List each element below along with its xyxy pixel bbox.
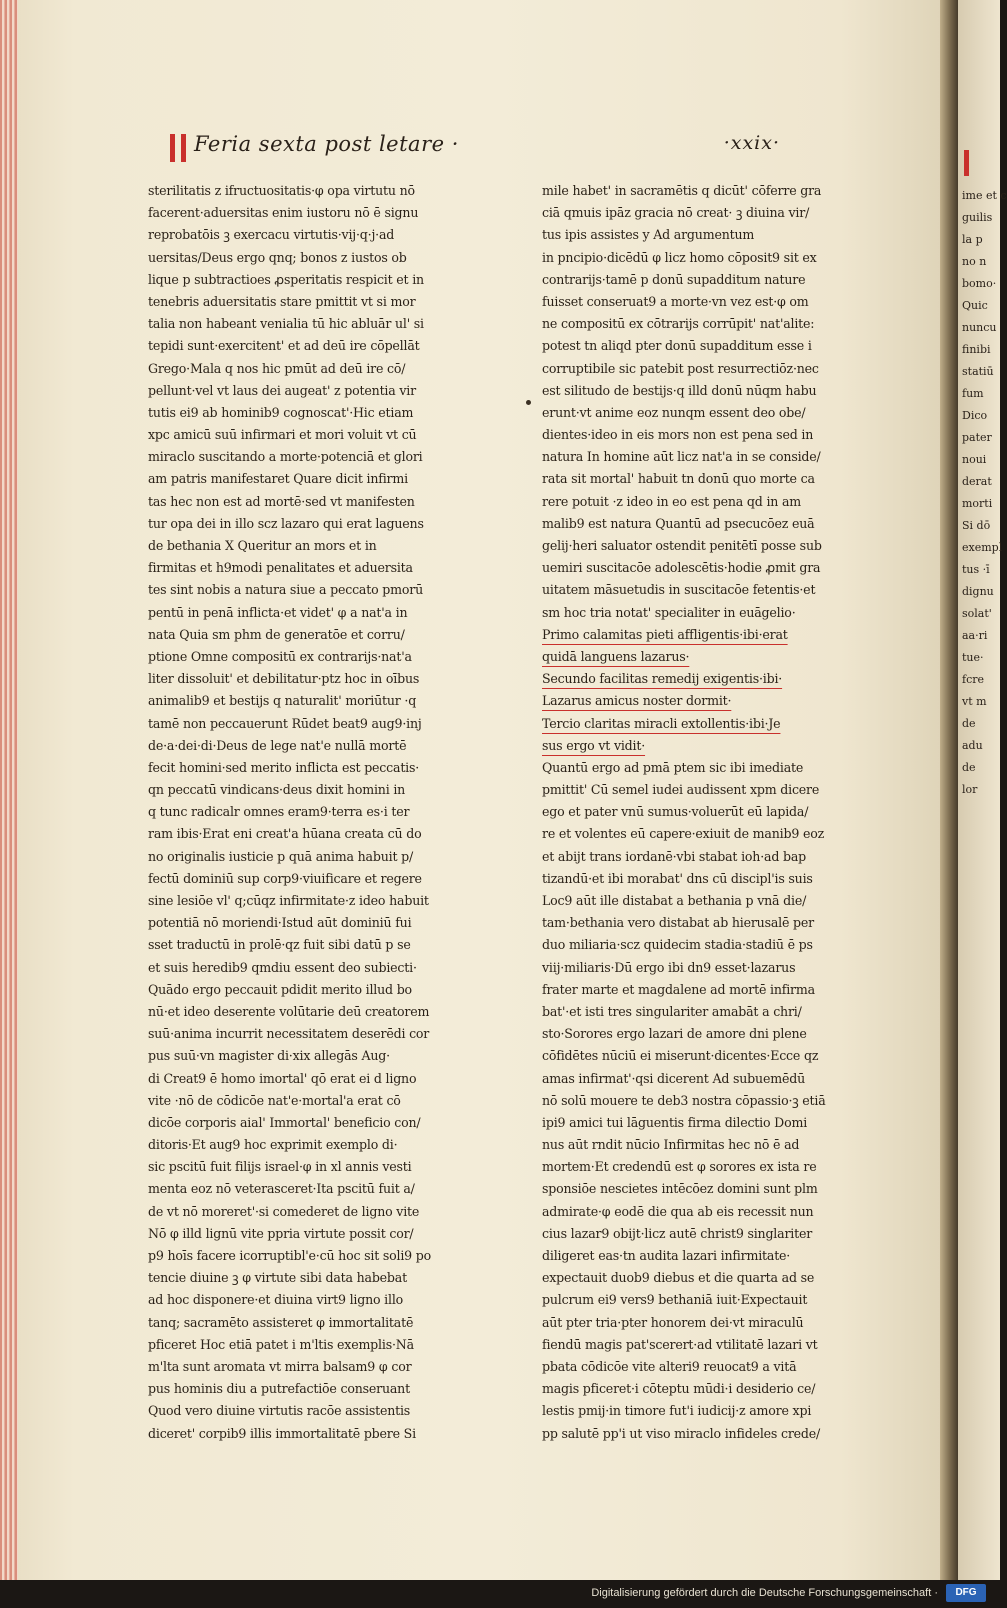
text-line: animalib9 et bestijs q naturalit' moriūtur ·q bbox=[148, 693, 417, 709]
text-line: cōfidētes nūciū ei miserunt·dicentes·Ecce qz bbox=[542, 1048, 819, 1064]
text-line: pmittit' Cū semel iudei audissent xpm dicere bbox=[542, 782, 820, 798]
text-line: et suis heredib9 qmdiu essent deo subiecti· bbox=[148, 959, 417, 975]
text-line: sm hoc tria notat' specialiter in euāgelio· bbox=[542, 604, 796, 620]
running-title: Feria sexta post letare · bbox=[194, 132, 459, 156]
text-line: quidā languens lazarus· bbox=[542, 648, 690, 664]
text-line: Tercio claritas miracli extollentis·ibi·Je bbox=[542, 715, 781, 731]
text-line: re et volentes eū capere·exiuit de manib9 eoz bbox=[542, 826, 825, 842]
text-line: rata sit mortal' habuit tn donū quo morte ca bbox=[542, 471, 815, 487]
text-line: sine lesiōe vl' q;cūqz infirmitate·z ideo habuit bbox=[148, 893, 429, 908]
text-line: vite ·nō de cōdicōe nat'e·mortal'a erat cō bbox=[148, 1092, 401, 1108]
text-line: pellunt·vel vt laus dei augeat' z potentia vir bbox=[148, 382, 416, 398]
text-line: contrarijs·tamē p donū supadditum nature bbox=[542, 271, 806, 287]
text-line: tenebris aduersitatis stare pmittit vt si mor bbox=[148, 293, 416, 309]
page-header bbox=[170, 130, 780, 164]
text-line: firmitas et h9modi penalitates et aduersita bbox=[148, 560, 413, 576]
folio-number: ·xxix· bbox=[723, 132, 780, 154]
text-line: duo miliaria·scz quidecim stadia·stadiū ē ps bbox=[542, 937, 813, 953]
text-line: ipi9 amici tui lāguentis firma dilectio Domi bbox=[542, 1114, 808, 1130]
dfg-logo: DFG bbox=[946, 1584, 986, 1602]
text-line: di Creat9 ē homo imortal' qō erat ei d ligno bbox=[148, 1070, 417, 1086]
text-line: aūt pter tria·pter honorem dei·vt miraculū bbox=[542, 1314, 804, 1330]
text-line: dientes·ideo in eis mors non est pena sed in bbox=[542, 427, 814, 443]
text-line: potest tn aliqd pter donū supadditum esse i bbox=[542, 338, 812, 354]
next-page-edge bbox=[958, 0, 1007, 1580]
text-line: Quādo ergo peccauit pdidit merito illud bo bbox=[148, 981, 412, 997]
text-line: liter dissoluit' et debilitatur·ptz hoc in oībus bbox=[148, 671, 420, 687]
text-line: miraclo suscitando a morte·potenciā et glori bbox=[148, 449, 423, 465]
text-line: ego et pater vnū sumus·voluerūt eū lapida/ bbox=[542, 804, 809, 820]
text-line: Grego·Mala q nos hic pmūt ad deū ire cō/ bbox=[148, 360, 406, 376]
text-line: Secundo facilitas remedij exigentis·ibi· bbox=[542, 671, 783, 687]
text-line: natura In homine aūt licz nat'a in se conside/ bbox=[542, 449, 821, 465]
text-line: m'lta sunt aromata vt mirra balsam9 φ cor bbox=[148, 1358, 412, 1374]
text-line: nus aūt rndit nūcio Infirmitas hec nō ē ad bbox=[542, 1137, 800, 1153]
text-line: tes sint nobis a natura siue a peccato pmorū bbox=[148, 582, 423, 598]
text-line: ne compositū ex cōtrarijs corrūpit' nat'alite: bbox=[542, 316, 815, 332]
text-line: nū·et ideo deserente volūtarie deū creatorem bbox=[148, 1003, 430, 1019]
text-line: mile habet' in sacramētis q dicūt' cōferre gra bbox=[542, 183, 822, 198]
text-line: facerent·aduersitas enim iustoru nō ē signu bbox=[148, 205, 419, 221]
text-line: pus hominis diu a putrefactiōe conseruant bbox=[148, 1381, 410, 1397]
text-line: nō solū mouere te deb3 nostra cōpassio·ꝫ etiā bbox=[542, 1092, 826, 1108]
text-line: menta eoz nō veterasceret·Ita pscitū fuit a/ bbox=[148, 1181, 415, 1197]
text-line: fiendū magis pat'scerert·ad vtilitatē lazari vt bbox=[542, 1336, 818, 1352]
text-line: frater marte et magdalene ad mortē infirma bbox=[542, 981, 815, 997]
text-line: tam·bethania vero distabat ab hierusalē per bbox=[542, 915, 814, 931]
text-line: sterilitatis z ifructuositatis·φ opa virtutu nō bbox=[148, 183, 415, 198]
text-line: amas infirmat'·qsi dicerent Ad subuemēdū bbox=[542, 1070, 805, 1086]
text-line: ditoris·Et aug9 hoc exprimit exemplo di· bbox=[148, 1137, 398, 1153]
text-line: cius lazar9 obijt·licz autē christ9 singlariter bbox=[542, 1225, 813, 1241]
text-line: talia non habeant venialia tū hic abluār ul' si bbox=[148, 316, 424, 332]
text-line: ptione Omne compositū ex contrarijs·nat'a bbox=[148, 648, 412, 664]
text-line: de bethania X Queritur an mors et in bbox=[148, 538, 377, 553]
text-line: potentiā nō moriendi·Istud aūt dominiū fui bbox=[148, 915, 412, 931]
text-line: pentū in penā inflicta·et videt' φ a nat'a in bbox=[148, 604, 408, 620]
text-line: pus suū·vn magister di·xix allegās Aug· bbox=[148, 1048, 390, 1064]
text-line: Quantū ergo ad pmā ptem sic ibi imediate bbox=[542, 759, 804, 775]
left-text-column bbox=[148, 180, 488, 1445]
text-line: corruptibile sic patebit post resurrectiōz·nec bbox=[542, 360, 819, 376]
text-line: est silitudo de bestijs·q illd donū nūqm habu bbox=[542, 382, 817, 398]
text-line: xpc amicū suū infirmari et mori voluit vt cū bbox=[148, 427, 417, 443]
text-line: dicōe corporis aial' Immortal' beneficio con/ bbox=[148, 1114, 421, 1130]
text-line: Nō φ illd lignū vite ppria virtute possit cor/ bbox=[148, 1225, 414, 1241]
text-line: tutis ei9 ab hominib9 cognoscat'·Hic etiam bbox=[148, 404, 414, 420]
text-line: Lazarus amicus noster dormit· bbox=[542, 693, 732, 709]
text-line: expectauit duob9 diebus et die quarta ad se bbox=[542, 1270, 815, 1286]
text-line: lestis pmij·in timore fut'i iudicij·z amore xpi bbox=[542, 1403, 812, 1419]
text-line: Quod vero diuine virtutis racōe assistentis bbox=[148, 1403, 411, 1419]
text-line: tanq; sacramēto assisteret φ immortalitatē bbox=[148, 1314, 414, 1330]
text-line: tepidi sunt·exercitent' et ad deū ire cōpellāt bbox=[148, 338, 420, 354]
text-line: diligeret eas·tn audita lazari infirmitate· bbox=[542, 1248, 791, 1263]
text-line: fuisset conseruat9 a morte·vn vez est·φ om bbox=[542, 293, 809, 309]
text-line: Primo calamitas pieti affligentis·ibi·erat bbox=[542, 626, 788, 642]
text-line: de·a·dei·di·Deus de lege nat'e nullā mortē bbox=[148, 737, 407, 753]
text-line: uersitas/Deus ergo qnq; bonos z iustos ob bbox=[148, 249, 407, 265]
text-line: sset traductū in prolē·qz fuit sibi datū p se bbox=[148, 937, 411, 953]
text-line: in pncipio·dicēdū φ licz homo cōposit9 sit ex bbox=[542, 249, 817, 265]
text-line: pp salutē pp'i ut viso miraclo infideles crede/ bbox=[542, 1425, 821, 1441]
text-line: sto·Sorores ergo lazari de amore dni plene bbox=[542, 1026, 807, 1042]
text-line: bat'·et isti tres singulariter amabāt a chri/ bbox=[542, 1003, 802, 1019]
text-line: uitatem māsuetudis in suscitacōe fetentis·et bbox=[542, 582, 816, 598]
text-line: et abijt trans iordanē·vbi stabat ioh·ad bap bbox=[542, 848, 807, 864]
text-line: fectū dominiū sup corp9·viuificare et regere bbox=[148, 870, 422, 886]
text-line: tur opa dei in illo scz lazaro qui erat laguens bbox=[148, 515, 424, 531]
text-line: sic pscitū fuit filijs israel·φ in xl annis vesti bbox=[148, 1159, 412, 1175]
text-line: erunt·vt anime eoz nunqm essent deo obe/ bbox=[542, 404, 806, 420]
right-text-column bbox=[542, 180, 882, 1445]
text-line: tus ipis assistes y Ad argumentum bbox=[542, 227, 755, 243]
text-line: gelij·heri saluator ostendit penitētī posse sub bbox=[542, 538, 822, 553]
text-line: tamē non peccauerunt Rūdet beat9 aug9·inj bbox=[148, 715, 422, 731]
book-gutter bbox=[940, 0, 960, 1580]
digitization-credit: Digitalisierung gefördert durch die Deutsche Forschungsgemeinschaft · bbox=[591, 1587, 938, 1599]
text-line: suū·anima incurrit necessitatem deserēdi cor bbox=[148, 1026, 430, 1042]
text-line: nata Quia sm phm de generatōe et corru/ bbox=[148, 626, 405, 642]
text-line: malib9 est natura Quantū ad psecucōez euā bbox=[542, 515, 815, 531]
ink-dot bbox=[526, 400, 531, 405]
text-line: mortem·Et credendū est φ sorores ex ista re bbox=[542, 1159, 817, 1175]
text-line: de vt nō moreret'·si comederet de ligno vite bbox=[148, 1203, 420, 1219]
text-line: ciā qmuis ipāz gracia nō creat· ꝫ diuina vir/ bbox=[542, 205, 810, 221]
text-line: no originalis iusticie p quā anima habuit p/ bbox=[148, 848, 414, 864]
text-line: reprobatōis ꝫ exercacu virtutis·vij·q·j·ad bbox=[148, 227, 395, 243]
text-line: fecit homini·sed merito inflicta est peccatis· bbox=[148, 759, 420, 775]
text-line: ram ibis·Erat eni creat'a hūana creata cū do bbox=[148, 826, 422, 842]
text-line: magis pficeret·i cōteptu mūdi·i desiderio ce/ bbox=[542, 1381, 816, 1397]
text-line: lique p subtractioes ꝓsperitatis respicit et in bbox=[148, 271, 424, 287]
text-line: pficeret Hoc etiā patet i m'ltis exemplis·Nā bbox=[148, 1336, 414, 1352]
text-line: tizandū·et ibi morabat' dns cū discipl'is suis bbox=[542, 870, 813, 886]
text-line: ad hoc disponere·et diuina virt9 ligno illo bbox=[148, 1292, 404, 1308]
text-line: viij·miliaris·Dū ergo ibi dn9 esset·lazarus bbox=[542, 959, 796, 975]
rubric-mark bbox=[964, 150, 969, 176]
text-line: diceret' corpib9 illis immortalitatē pbere Si bbox=[148, 1425, 416, 1441]
text-line: sus ergo vt vidit· bbox=[542, 737, 646, 753]
text-line: Loc9 aūt ille distabat a bethania p vnā die/ bbox=[542, 893, 807, 908]
text-line: uemiri suscitacōe adolescētis·hodie ꝓmit gra bbox=[542, 560, 821, 576]
text-line: pbata cōdicōe vite alteri9 reuocat9 a vitā bbox=[542, 1358, 797, 1374]
text-line: am patris manifestaret Quare dicit infirmi bbox=[148, 471, 408, 487]
text-line: p9 hoīs facere icorruptibl'e·cū hoc sit soli9 po bbox=[148, 1248, 432, 1263]
pilcrow-icon bbox=[170, 134, 186, 162]
text-line: q tunc radicalr omnes eram9·terra es·i ter bbox=[148, 804, 410, 820]
text-line: rere potuit ·z ideo in eo est pena qd in am bbox=[542, 493, 802, 509]
text-line: tencie diuine ꝫ φ virtute sibi data habebat bbox=[148, 1270, 407, 1286]
text-line: qn peccatū vindicans·deus dixit homini in bbox=[148, 782, 406, 798]
next-page-fragment: ime et c guilis la p no n bomo· Quic nuncu finibi statiū fum Dico pater noui derat morti Si dō exempl tus ·ī dignu solat' aa·ri tue· fcre vt m de adu de lor bbox=[962, 189, 1007, 796]
text-line: tas hec non est ad mortē·sed vt manifesten bbox=[148, 493, 415, 509]
text-line: pulcrum ei9 vers9 bethaniā iuit·Expectauit bbox=[542, 1292, 808, 1308]
text-line: admirate·φ eodē die qua ab eis recessit nun bbox=[542, 1203, 814, 1219]
text-line: sponsiōe nescietes intēcōez domini sunt plm bbox=[542, 1181, 818, 1197]
